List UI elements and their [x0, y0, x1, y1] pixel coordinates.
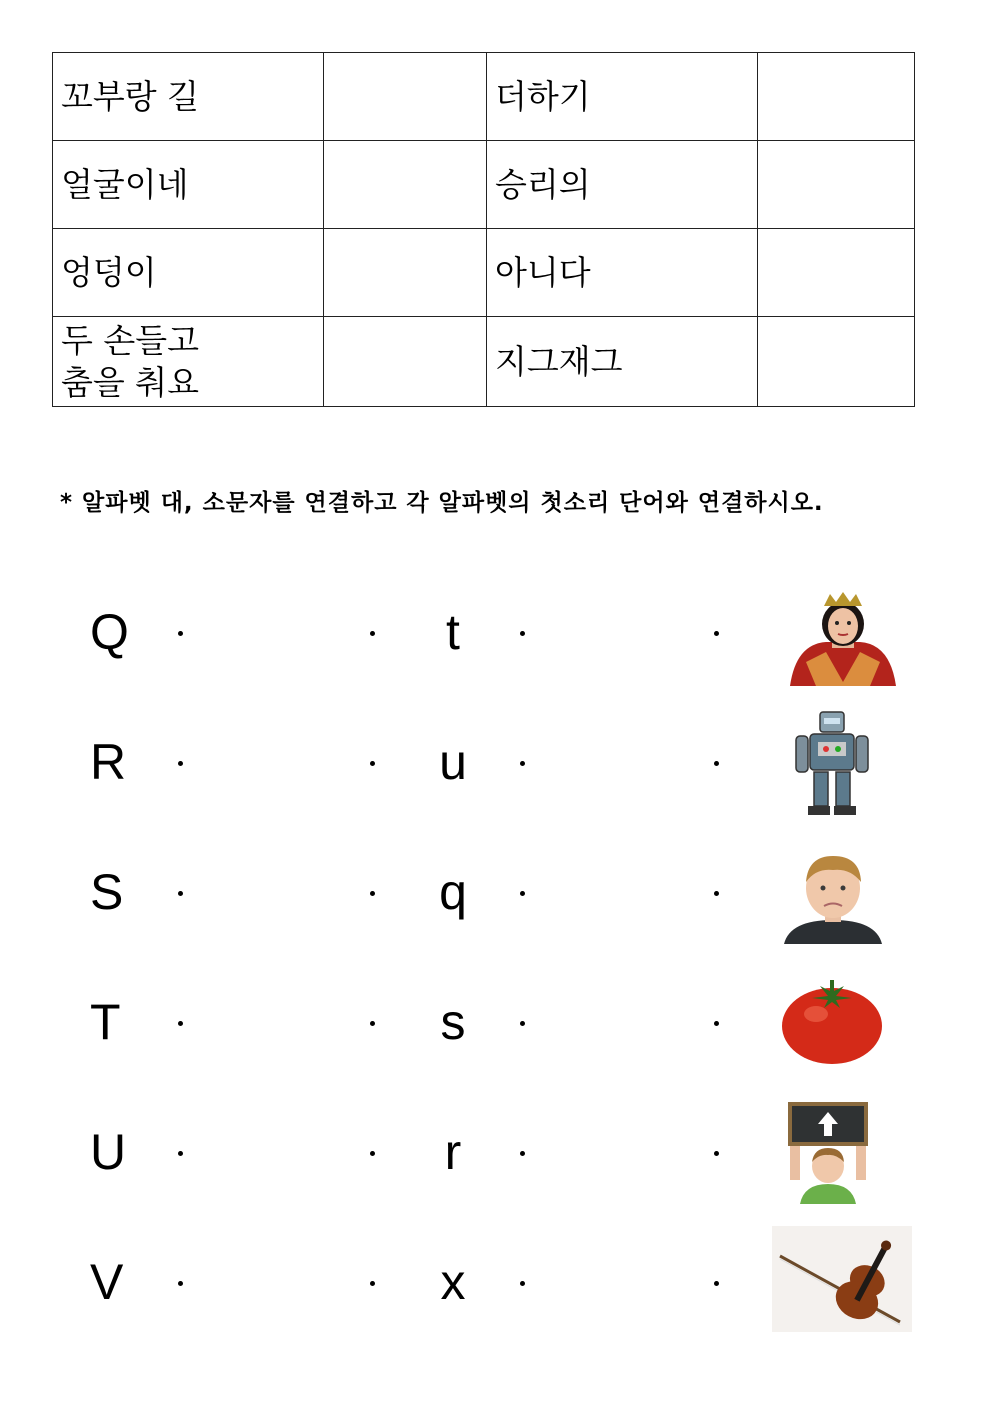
word-table — [52, 52, 915, 407]
table-cell: 지그재그 — [487, 317, 758, 407]
answer-cell[interactable] — [758, 141, 915, 229]
matching-row — [0, 1122, 1000, 1222]
answer-cell[interactable] — [758, 317, 915, 407]
sad-boy-image — [780, 848, 886, 944]
answer-cell[interactable] — [324, 53, 487, 141]
queen-image — [786, 592, 900, 686]
lowercase-letter: r — [444, 1124, 462, 1180]
connect-dot[interactable] — [714, 1021, 719, 1026]
table-cell: 얼굴이네 — [53, 141, 324, 229]
instruction-text: * 알파벳 대, 소문자를 연결하고 각 알파벳의 첫소리 단어와 연결하시오. — [60, 490, 824, 516]
answer-cell[interactable] — [758, 229, 915, 317]
uppercase-letter: T — [90, 994, 121, 1050]
cell-line: 춤을 춰요 — [61, 362, 200, 402]
connect-dot[interactable] — [178, 1151, 183, 1156]
connect-dot[interactable] — [520, 1021, 525, 1026]
answer-cell[interactable] — [324, 141, 487, 229]
violin-image — [772, 1226, 912, 1332]
table-cell — [53, 317, 324, 407]
connect-dot[interactable] — [178, 891, 183, 896]
connect-dot[interactable] — [370, 1151, 375, 1156]
table-cell: 아니다 — [487, 229, 758, 317]
table-row — [53, 229, 915, 317]
table-cell: 엉덩이 — [53, 229, 324, 317]
matching-row — [0, 1252, 1000, 1352]
table-row — [53, 53, 915, 141]
uppercase-letter: S — [90, 864, 124, 920]
answer-cell[interactable] — [758, 53, 915, 141]
uppercase-letter: V — [90, 1254, 124, 1310]
lowercase-letter: x — [440, 1254, 466, 1310]
connect-dot[interactable] — [520, 1151, 525, 1156]
connect-dot[interactable] — [714, 761, 719, 766]
cell-line: 두 손들고 — [61, 321, 200, 361]
matching-row — [0, 992, 1000, 1092]
lowercase-letter: q — [439, 864, 467, 920]
connect-dot[interactable] — [370, 891, 375, 896]
connect-dot[interactable] — [178, 1021, 183, 1026]
connect-dot[interactable] — [178, 1281, 183, 1286]
connect-dot[interactable] — [370, 761, 375, 766]
uppercase-letter: U — [90, 1124, 127, 1180]
answer-cell[interactable] — [324, 317, 487, 407]
tomato-image — [780, 976, 884, 1068]
table-cell: 더하기 — [487, 53, 758, 141]
connect-dot[interactable] — [714, 631, 719, 636]
uppercase-letter: Q — [90, 604, 129, 660]
connect-dot[interactable] — [520, 1281, 525, 1286]
matching-row — [0, 602, 1000, 702]
connect-dot[interactable] — [714, 891, 719, 896]
connect-dot[interactable] — [520, 631, 525, 636]
lowercase-letter: u — [439, 734, 467, 790]
connect-dot[interactable] — [714, 1281, 719, 1286]
up-sign-image — [786, 1100, 870, 1204]
connect-dot[interactable] — [520, 891, 525, 896]
matching-row — [0, 732, 1000, 832]
connect-dot[interactable] — [370, 1021, 375, 1026]
matching-row — [0, 862, 1000, 962]
robot-image — [786, 706, 878, 818]
table-cell: 승리의 — [487, 141, 758, 229]
lowercase-letter: t — [446, 604, 460, 660]
answer-cell[interactable] — [324, 229, 487, 317]
connect-dot[interactable] — [370, 631, 375, 636]
connect-dot[interactable] — [178, 761, 183, 766]
table-row — [53, 317, 915, 407]
connect-dot[interactable] — [178, 631, 183, 636]
connect-dot[interactable] — [714, 1151, 719, 1156]
uppercase-letter: R — [90, 734, 127, 790]
table-row — [53, 141, 915, 229]
table-cell: 꼬부랑 길 — [53, 53, 324, 141]
lowercase-letter: s — [440, 994, 466, 1050]
connect-dot[interactable] — [370, 1281, 375, 1286]
connect-dot[interactable] — [520, 761, 525, 766]
